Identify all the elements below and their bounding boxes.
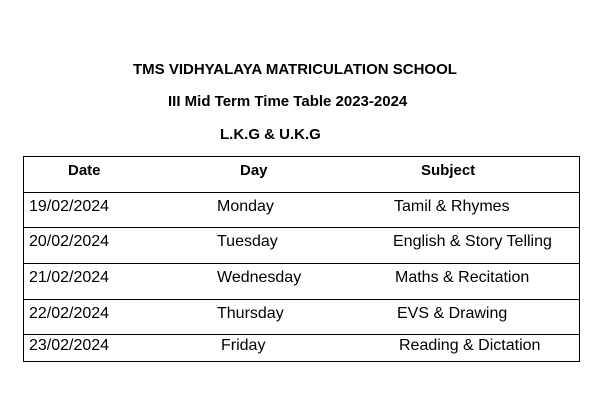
day-cell: Friday (221, 337, 266, 354)
day-cell: Thursday (217, 305, 284, 322)
table-row (24, 300, 579, 335)
day-cell: Tuesday (217, 233, 278, 250)
subject-cell: Maths & Recitation (395, 269, 530, 286)
subject-cell: Reading & Dictation (399, 337, 541, 354)
column-header-date: Date (68, 162, 101, 179)
subject-cell: Tamil & Rhymes (394, 198, 510, 215)
column-header-subject: Subject (421, 162, 476, 179)
column-header-day: Day (240, 162, 268, 179)
date-cell: 23/02/2024 (29, 337, 110, 354)
exam-title: III Mid Term Time Table 2023-2024 (168, 93, 408, 110)
subject-cell: EVS & Drawing (397, 305, 508, 322)
date-cell: 22/02/2024 (29, 305, 110, 322)
timetable (23, 156, 580, 362)
table-header-row (24, 157, 579, 193)
date-cell: 19/02/2024 (29, 198, 110, 215)
subject-cell: English & Story Telling (393, 233, 552, 250)
table-row (24, 228, 579, 264)
table-row (24, 335, 579, 361)
school-name: TMS VIDHYALAYA MATRICULATION SCHOOL (133, 61, 457, 78)
table-row (24, 193, 579, 228)
date-cell: 20/02/2024 (29, 233, 110, 250)
day-cell: Monday (217, 198, 274, 215)
table-row (24, 264, 579, 300)
date-cell: 21/02/2024 (29, 269, 110, 286)
day-cell: Wednesday (217, 269, 302, 286)
class-label: L.K.G & U.K.G (220, 126, 321, 143)
